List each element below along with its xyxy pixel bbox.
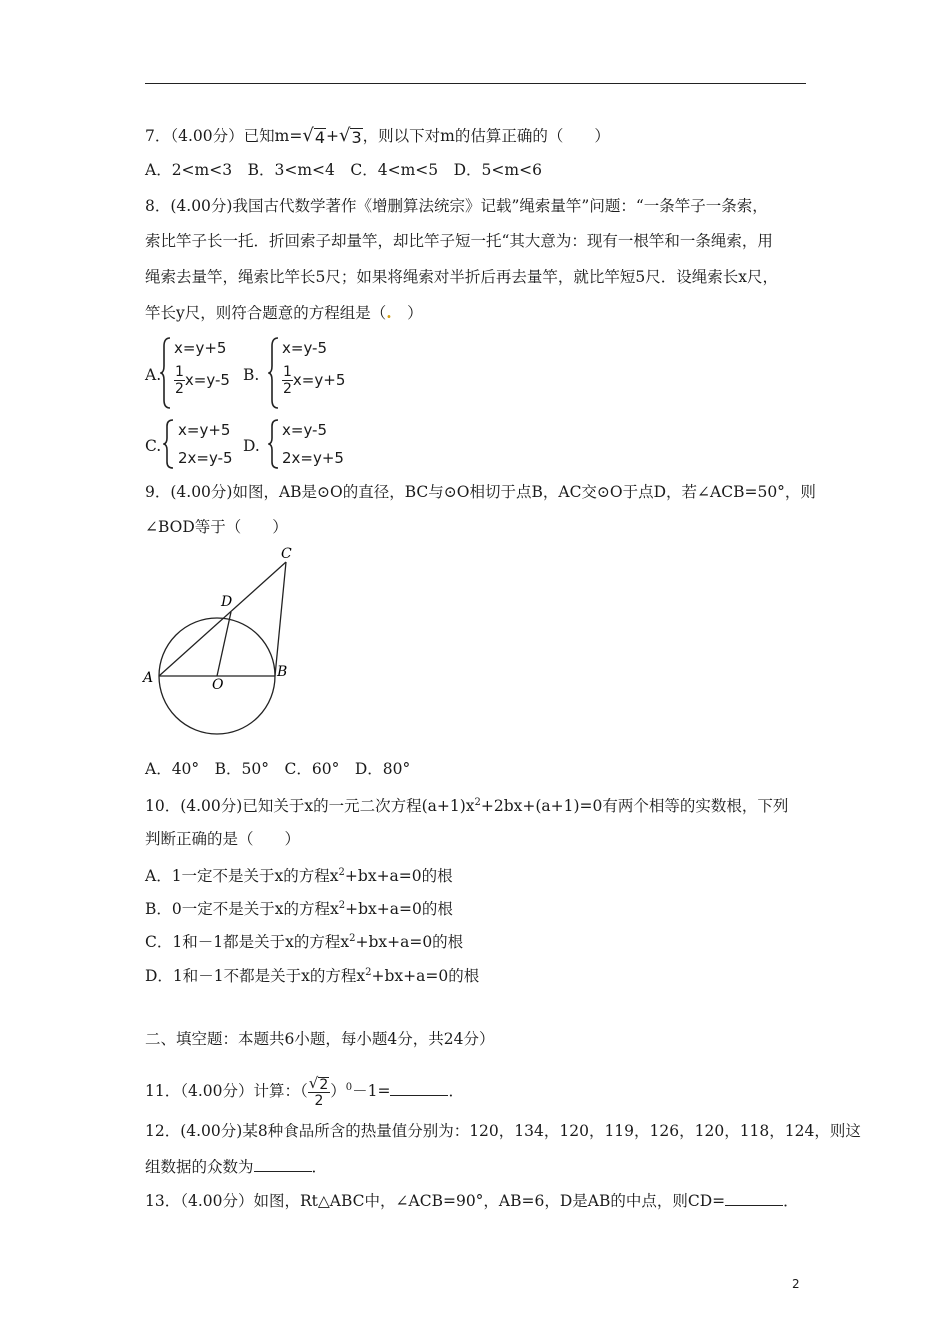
fraction-half: $\frac{1}{2}$	[283, 364, 292, 397]
q8-line-4: 竿长y尺，则符合题意的方程组是（. ）	[145, 303, 423, 322]
label-a: A	[143, 670, 154, 686]
question-13: 13．（4.00分）如图，Rt△ABC中，∠ACB=90°，AB=6，D是AB的中点，则CD= ．	[145, 1192, 799, 1210]
q7-number: 7．	[145, 127, 171, 145]
label-b: B	[277, 664, 288, 680]
page-number: 2	[792, 1277, 800, 1291]
q12-line-2: 组数据的众数为 ．	[145, 1158, 328, 1176]
q8-option-c-label: C.	[145, 437, 162, 455]
label-o: O	[212, 677, 224, 693]
q8-option-a-label: A.	[145, 366, 162, 384]
brace-c	[163, 418, 175, 470]
q8-line-1: 8．(4.00分)我国古代数学著作《增删算法统宗》记载”绳索量竿”问题：“一条竿子一条索，	[145, 197, 768, 215]
brace-d	[268, 418, 280, 470]
question-7: 7．（4.00分）已知m= √ 4 + √ 3 ，则以下对m的估算正确的（ ）	[145, 125, 610, 147]
q7-lead: （4.00分）已知m=	[170, 127, 303, 145]
q10-option-c: C．1和－1都是关于x的方程$x^2+bx+a=0$的根	[145, 933, 464, 952]
sqrt-4: √ 4	[302, 125, 325, 147]
line-bc	[275, 562, 286, 676]
q10-option-a: A．1一定不是关于x的方程$x^2+bx+a=0$的根	[145, 867, 453, 886]
q9-line-1: 9．(4.00分)如图，AB是⊙O的直径，BC与⊙O相切于点B，AC交⊙O于点D，若∠ACB=50°，则	[145, 483, 816, 501]
q7-rest: ，则以下对m的估算正确的（ ）	[362, 127, 610, 145]
label-d: D	[221, 594, 233, 610]
line-ac	[159, 562, 286, 676]
fraction-sqrt2-over-2: √ 2 2	[308, 1074, 329, 1110]
brace-a	[160, 336, 172, 410]
q10-line-1: 10．(4.00分)已知关于x的一元二次方程$(a+1)x^2+2bx+(a+1)=0$有两个相等的实数根，下列	[145, 797, 789, 816]
q8-option-d-label: D.	[243, 437, 260, 455]
answer-blank-12[interactable]	[254, 1157, 312, 1172]
q9-options: A．40° B．50° C．60° D．80°	[145, 760, 411, 778]
header-rule	[145, 83, 806, 84]
q8-a-eq1: x=y+5	[174, 339, 227, 357]
q8-a-eq2: $\frac{1}{2}$ x=y-5	[175, 364, 230, 397]
answer-blank-11[interactable]	[390, 1081, 448, 1096]
q8-c-eq2: 2x=y-5	[178, 449, 233, 467]
q10-option-b: B．0一定不是关于x的方程$x^2+bx+a=0$的根	[145, 900, 453, 919]
q10-option-d: D．1和－1不都是关于x的方程$x^2+bx+a=0$的根	[145, 967, 480, 986]
q12-line-1: 12．(4.00分)某8种食品所含的热量值分别为：120，134，120，119，126，120，118，124，则这	[145, 1122, 861, 1140]
q8-line-3: 绳索去量竿，绳索比竿长5尺；如果将绳索对半折后再去量竿，就比竿短5尺．设绳索长x尺，	[145, 268, 778, 286]
answer-blank-13[interactable]	[725, 1191, 783, 1206]
q8-b-eq1: x=y-5	[282, 339, 328, 357]
brace-b	[268, 336, 280, 410]
q8-d-eq2: 2x=y+5	[282, 449, 344, 467]
sqrt-3: √ 3	[339, 125, 362, 147]
q10-line-2: 判断正确的是（ ）	[145, 830, 301, 848]
label-c: C	[281, 546, 292, 562]
q7-options: A．2<m<3 B．3<m<4 C．4<m<5 D．5<m<6	[145, 161, 542, 179]
q9-figure	[138, 540, 298, 736]
q8-c-eq1: x=y+5	[178, 421, 231, 439]
q8-b-eq2: $\frac{1}{2}$ x=y+5	[283, 364, 346, 397]
q8-option-b-label: B.	[243, 366, 260, 384]
fraction-half: $\frac{1}{2}$	[175, 364, 184, 397]
q8-line-2: 索比竿子长一托．折回索子却量竿，却比竿子短一托“其大意为：现有一根竿和一条绳索，用	[145, 232, 773, 250]
q9-line-2: ∠BOD等于（ ）	[145, 518, 288, 536]
section-2-title: 二、填空题：本题共6小题，每小题4分，共24分）	[145, 1030, 495, 1048]
question-11: 11．（4.00分）计算：（ √ 2 2 ）$^0$－1= ．	[145, 1074, 464, 1110]
q8-d-eq1: x=y-5	[282, 421, 328, 439]
